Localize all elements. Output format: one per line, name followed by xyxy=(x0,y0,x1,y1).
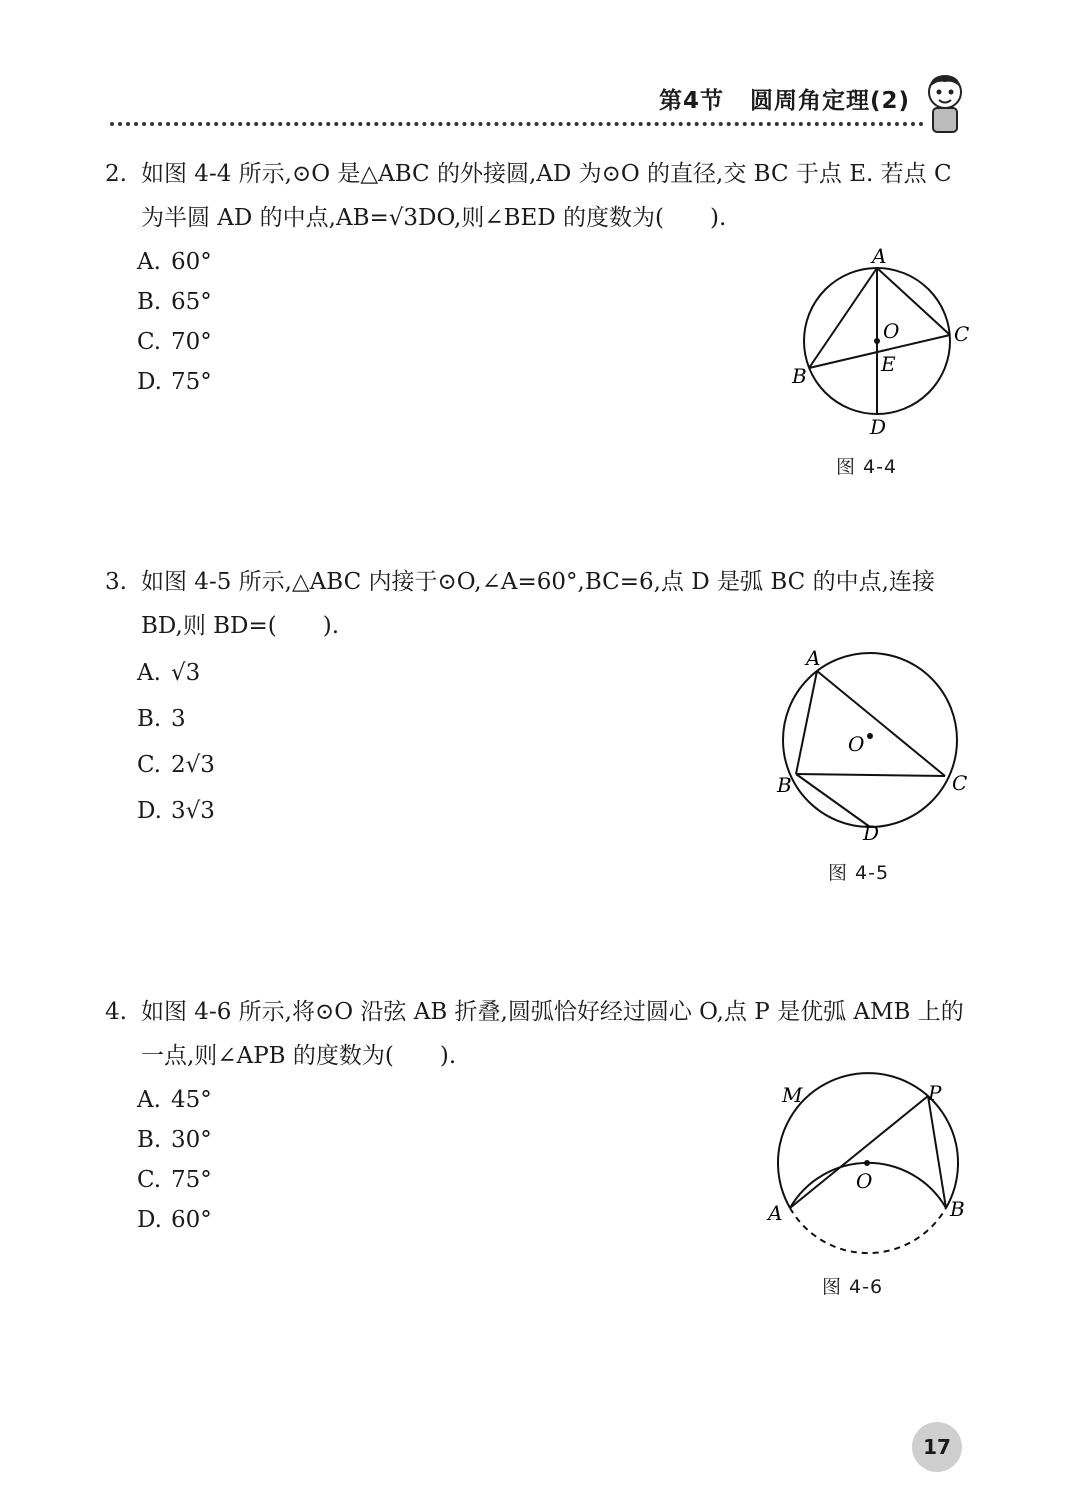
figure-4-5 xyxy=(770,640,980,854)
option-text: 70° xyxy=(171,329,212,355)
label-m: M xyxy=(782,1083,803,1107)
header-divider xyxy=(110,122,924,126)
option-letter: D. xyxy=(137,369,162,395)
option-text: 65° xyxy=(171,289,212,315)
mascot-icon xyxy=(920,70,970,134)
label-a: A xyxy=(872,244,887,268)
option-letter: D. xyxy=(137,1207,162,1233)
option-text: 3√3 xyxy=(171,798,215,824)
label-p: P xyxy=(928,1081,942,1105)
figure-4-6-diagram xyxy=(760,1068,980,1268)
option-letter: A. xyxy=(137,1087,161,1113)
question-stem xyxy=(105,152,975,240)
center-point xyxy=(867,733,873,739)
question-number: 4. xyxy=(105,999,127,1025)
label-o: O xyxy=(883,319,900,343)
option-text: 75° xyxy=(171,369,212,395)
page-header xyxy=(110,70,970,134)
center-point xyxy=(864,1160,870,1166)
label-c: C xyxy=(954,322,970,346)
question-text: 如图 4-4 所示,⊙O 是△ABC 的外接圆,AD 为⊙O 的直径,交 BC 于点 E. 若点 C 为半圆 AD 的中点,AB=√3DO,则∠BED 的度数为( ). xyxy=(141,161,952,231)
page-number: 17 xyxy=(912,1422,962,1472)
option-letter: C. xyxy=(137,1167,162,1193)
option-letter: D. xyxy=(137,798,162,824)
question-number: 3. xyxy=(105,569,127,595)
label-o: O xyxy=(848,732,865,756)
segment-ac xyxy=(817,671,945,776)
header-title xyxy=(659,82,910,115)
option-letter: B. xyxy=(137,706,162,732)
label-c: C xyxy=(952,771,968,795)
question-text: 如图 4-5 所示,△ABC 内接于⊙O,∠A=60°,BC=6,点 D 是弧 BC 的中点,连接 BD,则 BD=( ). xyxy=(141,569,935,639)
segment-bc xyxy=(796,774,945,776)
option-text: √3 xyxy=(171,660,201,686)
figure-4-6 xyxy=(760,1068,980,1272)
question-stem xyxy=(105,560,975,648)
option-text: 2√3 xyxy=(171,752,215,778)
figure-caption: 图 4-5 xyxy=(828,862,890,884)
chapter-title: 圆周角定理(2) xyxy=(749,88,910,114)
option-text: 3 xyxy=(171,706,186,732)
question-number: 2. xyxy=(105,161,127,187)
label-b: B xyxy=(777,773,792,797)
figure-caption: 图 4-4 xyxy=(836,456,898,478)
option-text: 30° xyxy=(171,1127,212,1153)
label-d: D xyxy=(863,821,880,845)
option-text: 45° xyxy=(171,1087,212,1113)
question-stem xyxy=(105,990,975,1078)
label-a: A xyxy=(768,1201,783,1225)
minor-arc-dashed xyxy=(790,1208,946,1253)
option-letter: B. xyxy=(137,289,162,315)
option-letter: C. xyxy=(137,329,162,355)
segment-ab xyxy=(796,671,817,774)
label-b: B xyxy=(792,364,807,388)
label-e: E xyxy=(881,352,896,376)
label-b: B xyxy=(950,1197,965,1221)
option-letter: A. xyxy=(137,660,161,686)
question-text: 如图 4-6 所示,将⊙O 沿弦 AB 折叠,圆弧恰好经过圆心 O,点 P 是优弧 AMB 上的一点,则∠APB 的度数为( ). xyxy=(141,999,964,1069)
figure-4-4 xyxy=(780,240,980,444)
figure-caption: 图 4-6 xyxy=(822,1276,884,1298)
figure-4-5-diagram xyxy=(770,640,980,850)
option-letter: B. xyxy=(137,1127,162,1153)
figure-4-4-diagram xyxy=(780,240,980,440)
label-a: A xyxy=(806,646,821,670)
section-label: 第4节 xyxy=(658,88,724,114)
option-letter: A. xyxy=(137,249,161,275)
center-point xyxy=(874,338,880,344)
segment-ab xyxy=(809,268,877,368)
label-o: O xyxy=(856,1169,873,1193)
option-text: 75° xyxy=(171,1167,212,1193)
option-text: 60° xyxy=(171,249,212,275)
option-letter: C. xyxy=(137,752,162,778)
option-text: 60° xyxy=(171,1207,212,1233)
label-d: D xyxy=(870,415,887,439)
